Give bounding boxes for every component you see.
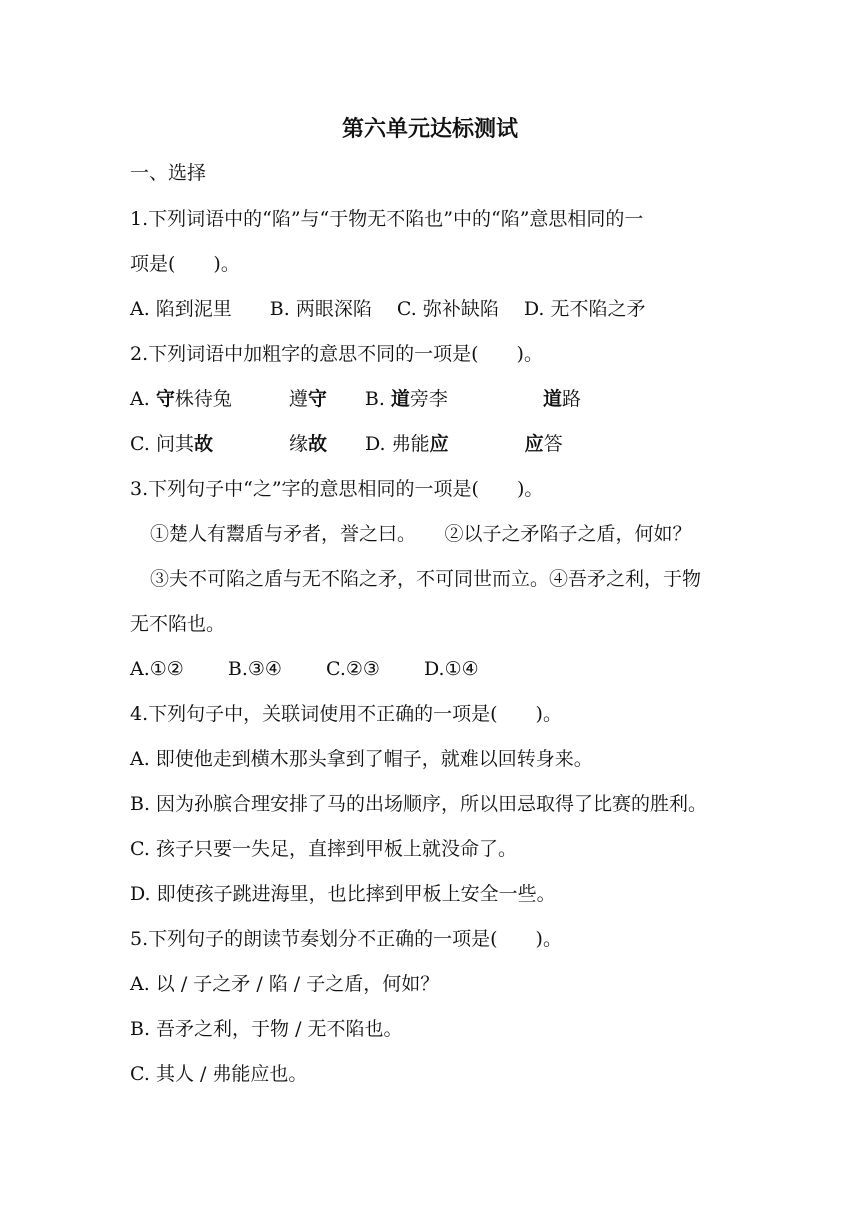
q2-bold-char: 守 [155, 388, 175, 410]
q2-text: 旁李 [409, 388, 543, 410]
page-title: 第六单元达标测试 [341, 117, 518, 142]
q2-options-ab [130, 388, 581, 410]
q4-option-d: D. 即使孩子跳进海里，也比摔到甲板上安全一些。 [130, 883, 556, 905]
q3-stem: 3.下列句子中“之”字的意思相同的一项是( )。 [130, 478, 544, 500]
q1-stem-line-1: 1.下列词语中的“陷”与“于物无不陷也”中的“陷”意思相同的一 [130, 208, 644, 230]
q2-option-a-label: A. [130, 388, 156, 410]
q2-option-d-label: D. 弗能 [327, 433, 430, 455]
q2-bold-char: 守 [307, 388, 327, 410]
q3-sentences-line-1: ①楚人有鬻盾与矛者，誉之曰。 ②以子之矛陷子之盾，何如？ [150, 523, 692, 545]
q5-stem: 5.下列句子的朗读节奏划分不正确的一项是( )。 [130, 928, 562, 950]
q2-bold-char: 应 [524, 433, 544, 455]
q2-bold-char: 应 [429, 433, 449, 455]
q2-options-cd [130, 433, 563, 455]
q4-option-b: B. 因为孙膑合理安排了马的出场顺序，所以田忌取得了比赛的胜利。 [130, 793, 708, 815]
q2-bold-char: 故 [193, 433, 213, 455]
q2-text: 株待兔 遵 [174, 388, 308, 410]
q2-text: 路 [561, 388, 581, 410]
q2-option-c-label: C. 问其 [130, 433, 194, 455]
q2-text: 答 [543, 433, 563, 455]
q1-options: A. 陷到泥里 B. 两眼深陷 C. 弥补缺陷 D. 无不陷之矛 [130, 298, 646, 320]
q4-option-c: C. 孩子只要一失足，直摔到甲板上就没命了。 [130, 838, 517, 860]
q2-bold-char: 故 [307, 433, 327, 455]
q5-option-c: C. 其人 / 弗能应也。 [130, 1063, 308, 1085]
q2-text [449, 433, 525, 455]
q3-options: A.①② B.③④ C.②③ D.①④ [130, 658, 479, 680]
q2-bold-char: 道 [390, 388, 410, 410]
q3-sentences-line-3: 无不陷也。 [130, 613, 226, 635]
q4-option-a: A. 即使他走到横木那头拿到了帽子，就难以回转身来。 [130, 748, 593, 770]
q2-option-b-label: B. [326, 388, 391, 410]
q2-stem: 2.下列词语中加粗字的意思不同的一项是( )。 [130, 343, 543, 365]
q5-option-a: A. 以 / 子之矛 / 陷 / 子之盾，何如？ [130, 973, 440, 995]
q4-stem: 4.下列句子中，关联词使用不正确的一项是( )。 [130, 703, 562, 725]
section-heading: 一、选择 [130, 162, 207, 184]
q1-stem-line-2: 项是( )。 [130, 253, 240, 275]
q5-option-b: B. 吾矛之利，于物 / 无不陷也。 [130, 1018, 403, 1040]
q3-sentences-line-2: ③夫不可陷之盾与无不陷之矛，不可同世而立。④吾矛之利，于物 [150, 568, 702, 590]
q2-text: 缘 [212, 433, 308, 455]
q2-bold-char: 道 [542, 388, 562, 410]
